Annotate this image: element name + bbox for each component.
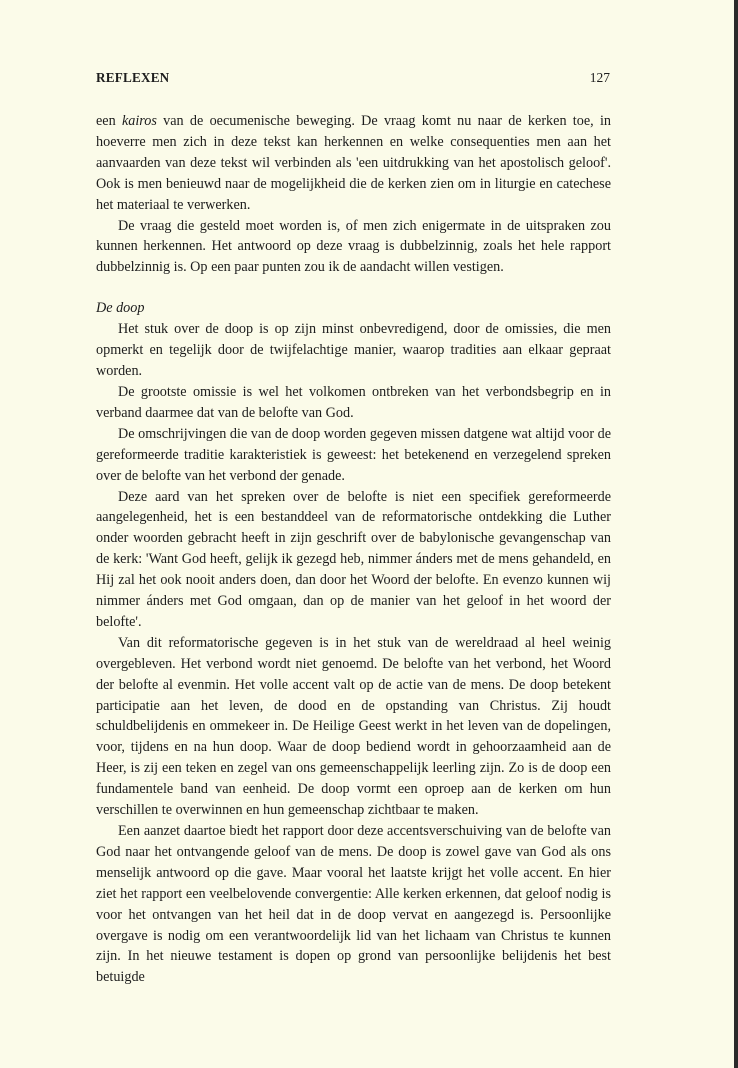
page-edge (734, 0, 738, 1068)
page-number: 127 (589, 70, 610, 85)
paragraph: Van dit reformatorische gegeven is in het stuk van de wereldraad al heel weinig overgebleven. Het verbond wordt niet genoemd. De belofte van het verbond, het Woord der belofte al evenmin. Het volle accent valt op de actie van de mens. De doop betekent participatie aan het leven, de dood en de opstanding van Christus. Zij houdt schuldbelijdenis en ommekeer in. De Heilige Geest werkt in het leven van de dopelingen, voor, tijdens en na hun doop. Waar de doop bediend wordt in gehoorzaamheid aan de Heer, is zij een teken en zegel van ons gemeenschappelijk leerling zijn. Zo is de doop een fundamentele band van eenheid. De doop vormt een oproep aan de kerken om hun verschillen te overwinnen en hun gemeenschap zichtbaar te maken. (96, 634, 611, 819)
paragraph: Deze aard van het spreken over de belofte is niet een specifiek gereformeerde aangelegenheid, het is een bestanddeel van de reformatorische ontdekking die Luther onder woorden gebracht heeft in zijn geschrift over de babylonische gevangenschap van de kerk: 'Want God heeft, gelijk ik gezegd heb, nimmer ánders met de mens gehandeld, en Hij zal het ook nooit anders doen, dan door het Woord der belofte. En evenzo kunnen wij nimmer ánders met God omgaan, dan op de manier van het geloof in het woord der belofte'. (96, 488, 611, 630)
paragraph-intro (96, 111, 611, 216)
paragraph: Een aanzet daartoe biedt het rapport door deze accentsverschuiving van de belofte van God naar het ontvangende geloof van de mens. De doop is zowel gave van God als ons menselijk antwoord op die gave. Maar vooral het laatste krijgt het volle accent. En hier ziet het rapport een veelbelovende convergentie: Alle kerken erkennen, dat geloof nodig is voor het ontvangen van het heil dat in de doop vervat en aangezegd is. Persoonlijke overgave is nodig om een verantwoordelijk lid van het lichaam van Christus te kunnen zijn. In het nieuwe testament is dopen op grond van persoonlijke belijdenis het best betuigde (96, 823, 611, 986)
paragraph: De grootste omissie is wel het volkomen ontbreken van het verbondsbegrip en in verband daarmee dat van de belofte van God. (96, 383, 611, 421)
paragraph: De omschrijvingen die van de doop worden gegeven missen datgene wat altijd voor de gereformeerde traditie karakteristiek is geweest: het betekenend en verzegelend spreken over de belofte van het verbond der genade. (96, 425, 611, 484)
page-header (96, 70, 610, 90)
section-heading: De doop (96, 300, 145, 317)
paragraph-intro-pre: een (96, 113, 122, 129)
kairos-term: kairos (121, 113, 157, 129)
body-text (96, 111, 611, 988)
running-head: REFLEXEN (96, 70, 170, 85)
paragraph: De vraag die gesteld moet worden is, of men zich enigermate in de uitspraken zou kunnen herkennen. Het antwoord op deze vraag is dubbelzinnig, zoals het hele rapport dubbelzinnig is. Op een paar punten zou ik de aandacht willen vestigen. (96, 217, 611, 276)
paragraph-intro-post: van de oecumenische beweging. De vraag komt nu naar de kerken toe, in hoeverre men zich in deze tekst kan herkennen en welke consequenties men aan het aanvaarden van deze tekst wil verbinden als 'een uitdrukking van het apostolisch geloof'. Ook is men benieuwd naar de mogelijkheid die de kerken zien om in liturgie en catechese het materiaal te verwerken. (96, 113, 611, 213)
paragraph: Het stuk over de doop is op zijn minst onbevredigend, door de omissies, die men opmerkt en tegelijk door de twijfelachtige manier, waarop tradities aan elkaar gepraat worden. (96, 321, 611, 380)
